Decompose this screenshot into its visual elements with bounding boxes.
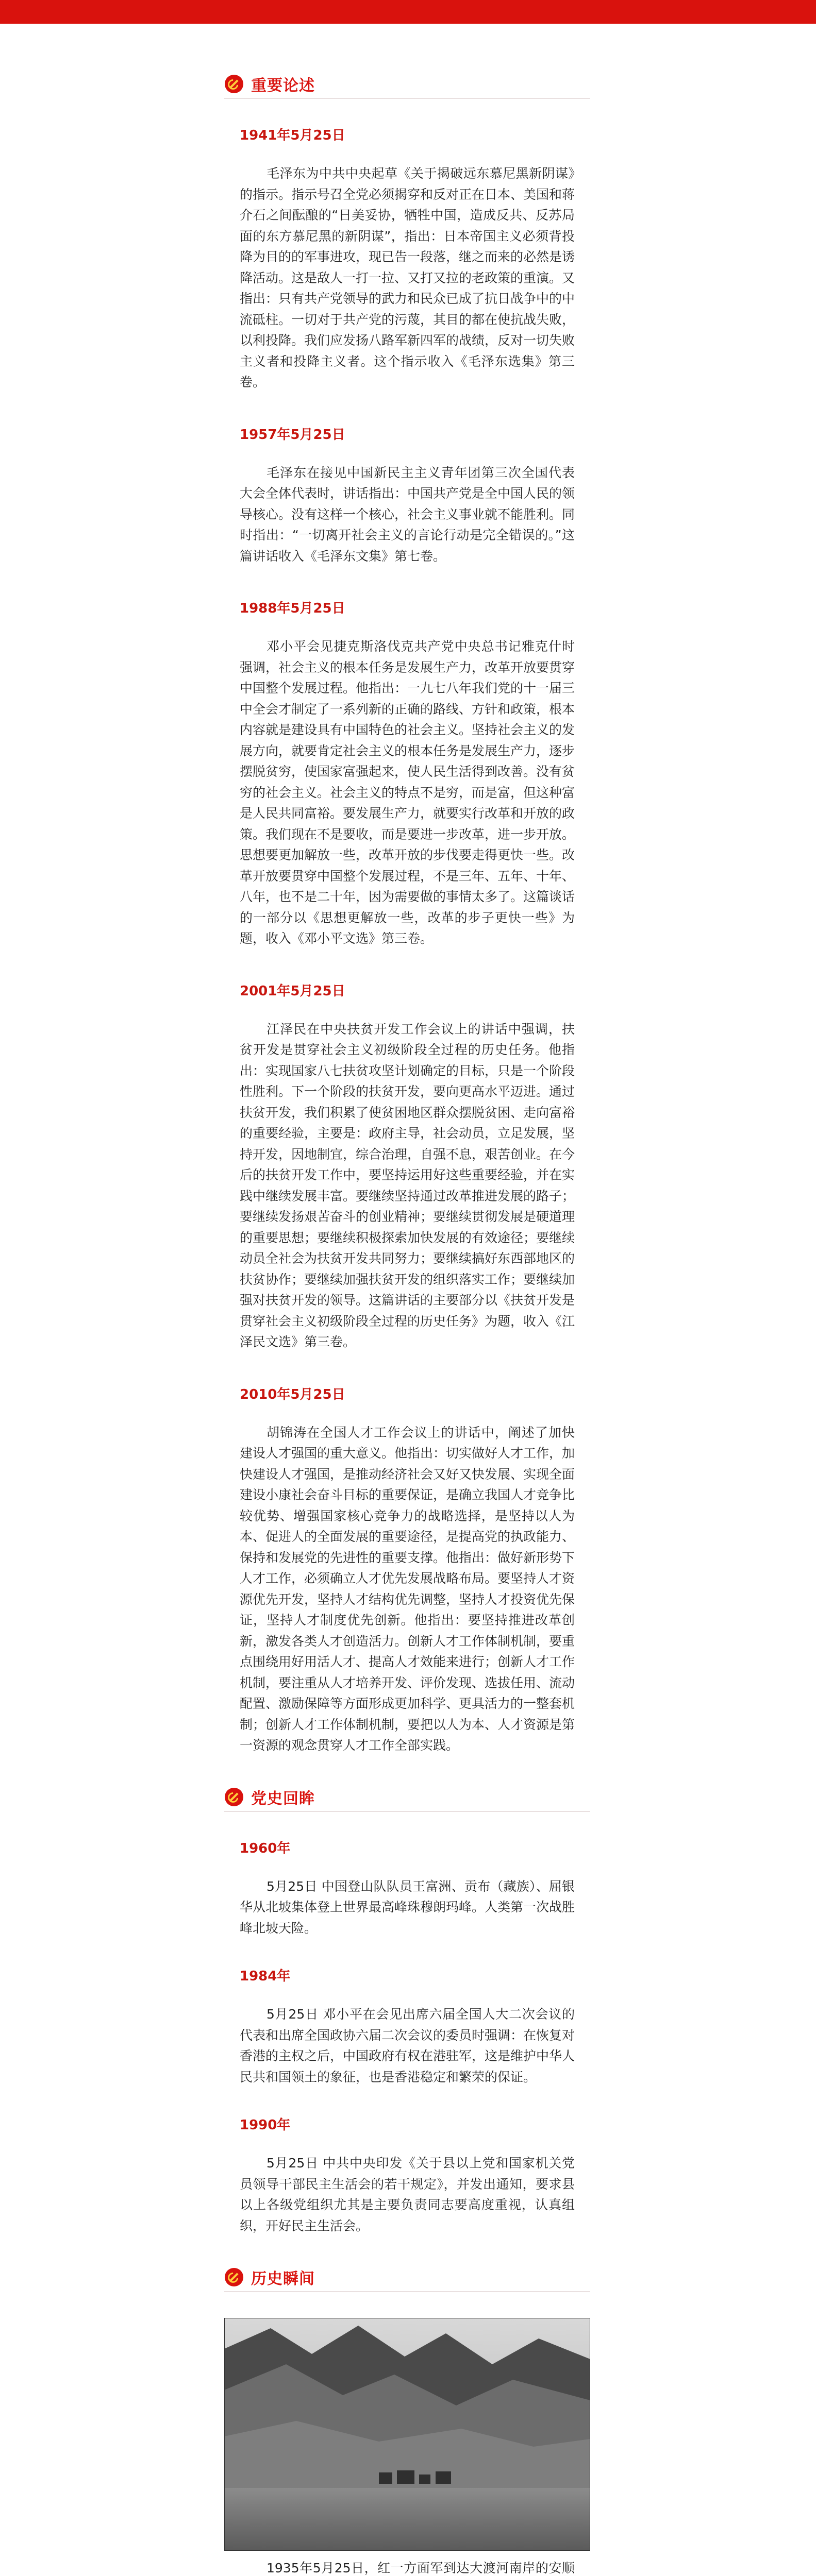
photo-caption: 1935年5月25日，红一方面军到达大渡河南岸的安顺 bbox=[267, 2561, 575, 2575]
party-emblem-icon bbox=[224, 1787, 244, 1807]
section-title: 重要论述 bbox=[251, 77, 315, 95]
review-year: 1990年 bbox=[240, 2117, 291, 2133]
entry-date: 1957年5月25日 bbox=[240, 427, 345, 443]
section-header-moment bbox=[224, 2263, 590, 2292]
section-header-review bbox=[224, 1783, 590, 1812]
review-text: 5月25日 中国登山队队员王富洲、贡布（藏族）、屈银华从北坡集体登上世界最高峰珠穆朗玛峰。人类第一次战胜峰北坡天险。 bbox=[240, 1878, 575, 1936]
entry-date: 2010年5月25日 bbox=[240, 1386, 345, 1402]
entry-date: 1988年5月25日 bbox=[240, 601, 345, 616]
entry-text: 毛泽东为中共中央起草《关于揭破远东慕尼黑新阴谋》的指示。指示号召全党必须揭穿和反对正在日本、美国和蒋介石之间酝酿的“日美妥协，牺牲中国，造成反共、反苏局面的东方慕尼黑的新阴谋”，指出：日本帝国主义必须背投降为目的的军事进攻，现已告一段落，继之而来的必然是诱降活动。这是敌人一打一拉、又打又拉的老政策的重演。又指出：只有共产党领导的武力和民众已成了抗日战争中的中流砥柱。一切对于共产党的污蔑，其目的都在使抗战失败，以利投降。我们应发扬八路军新四军的战绩，反对一切失败主义者和投降主义者。这个指示收入《毛泽东选集》第三卷。 bbox=[240, 166, 575, 389]
party-emblem-icon bbox=[224, 74, 244, 94]
section-header-important bbox=[224, 70, 590, 99]
review-text: 5月25日 邓小平在会见出席六届全国人大二次会议的代表和出席全国政协六届二次会议的委员时强调：在恢复对香港的主权之后，中国政府有权在港驻军，这是维护中华人民共和国领土的象征，也是香港稳定和繁荣的保证。 bbox=[240, 2007, 575, 2084]
party-emblem-icon bbox=[224, 2267, 244, 2287]
entry-date: 1941年5月25日 bbox=[240, 128, 345, 143]
entry-text: 邓小平会见捷克斯洛伐克共产党中央总书记雅克什时强调，社会主义的根本任务是发展生产力，改革开放要贯穿中国整个发展过程。他指出：一九七八年我们党的十一届三中全会才制定了一系列新的正确的路线、方针和政策，根本内容就是建设具有中国特色的社会主义。坚持社会主义的发展方向，就要肯定社会主义的根本任务是发展生产力，逐步摆脱贫穷，使国家富强起来，使人民生活得到改善。没有贫穷的社会主义。社会主义的特点不是穷，而是富，但这种富是人民共同富裕。要发展生产力，就要实行改革和开放的政策。我们现在不是要收，而是要进一步改革，进一步开放。思想要更加解放一些，改革开放的步伐要走得更快一些。改革开放要贯穿中国整个发展过程，不是三年、五年、十年、八年，也不是二十年，因为需要做的事情太多了。这篇谈话的一部分以《思想更解放一些，改革的步子更快一些》为题，收入《邓小平文选》第三卷。 bbox=[240, 639, 575, 946]
entry-text: 胡锦涛在全国人才工作会议上的讲话中，阐述了加快建设人才强国的重大意义。他指出：切实做好人才工作，加快建设人才强国，是推动经济社会又好又快发展、实现全面建设小康社会奋斗目标的重要保证，是确立我国人才竞争比较优势、增强国家核心竞争力的战略选择，是坚持以人为本、促进人的全面发展的重要途径，是提高党的执政能力、保持和发展党的先进性的重要支撑。他指出：做好新形势下人才工作，必须确立人才优先发展战略布局。要坚持人才资源优先开发，坚持人才结构优先调整，坚持人才投资优先保证，坚持人才制度优先创新。他指出：要坚持推进改革创新，激发各类人才创造活力。创新人才工作体制机制，要重点围绕用好用活人才、提高人才效能来进行；创新人才工作机制，要注重从人才培养开发、评价发现、选拔任用、流动配置、激励保障等方面形成更加科学、更具活力的一整套机制；创新人才工作体制机制，要把以人为本、人才资源是第一资源的观念贯穿人才工作全部实践。 bbox=[240, 1425, 575, 1753]
entry-text: 毛泽东在接见中国新民主主义青年团第三次全国代表大会全体代表时，讲话指出：中国共产党是全中国人民的领导核心。没有这样一个核心，社会主义事业就不能胜利。同时指出：“一切离开社会主义的言论行动是完全错误的。”这篇讲话收入《毛泽东文集》第七卷。 bbox=[240, 465, 575, 564]
review-year: 1984年 bbox=[240, 1969, 291, 1984]
section-title: 党史回眸 bbox=[251, 1789, 315, 1808]
top-bar bbox=[0, 0, 816, 24]
entry-text: 江泽民在中央扶贫开发工作会议上的讲话中强调，扶贫开发是贯穿社会主义初级阶段全过程的历史任务。他指出：实现国家八七扶贫攻坚计划确定的目标，只是一个阶段性胜利。下一个阶段的扶贫开发，要向更高水平迈进。通过扶贫开发，我们积累了使贫困地区群众摆脱贫困、走向富裕的重要经验，主要是：政府主导，社会动员，立足发展，坚持开发，因地制宜，综合治理，自强不息，艰苦创业。在今后的扶贫开发工作中，要坚持运用好这些重要经验，并在实践中继续发展丰富。要继续坚持通过改革推进发展的路子；要继续发扬艰苦奋斗的创业精神；要继续贯彻发展是硬道理的重要思想；要继续积极探索加快发展的有效途径；要继续动员全社会为扶贫开发共同努力；要继续搞好东西部地区的扶贫协作；要继续加强扶贫开发的组织落实工作；要继续加强对扶贫开发的领导。这篇讲话的主要部分以《扶贫开发是贯穿社会主义初级阶段全过程的历史任务》为题，收入《江泽民文选》第三卷。 bbox=[240, 1021, 575, 1349]
article-body bbox=[224, 49, 590, 2576]
review-text: 5月25日 中共中央印发《关于县以上党和国家机关党员领导干部民主生活会的若干规定》，并发出通知，要求县以上各级党组织尤其是主要负责同志要高度重视，认真组织，开好民主生活会。 bbox=[240, 2156, 575, 2233]
section-title: 历史瞬间 bbox=[251, 2270, 315, 2288]
historical-photo bbox=[224, 2318, 590, 2551]
review-year: 1960年 bbox=[240, 1840, 291, 1856]
entry-date: 2001年5月25日 bbox=[240, 983, 345, 999]
